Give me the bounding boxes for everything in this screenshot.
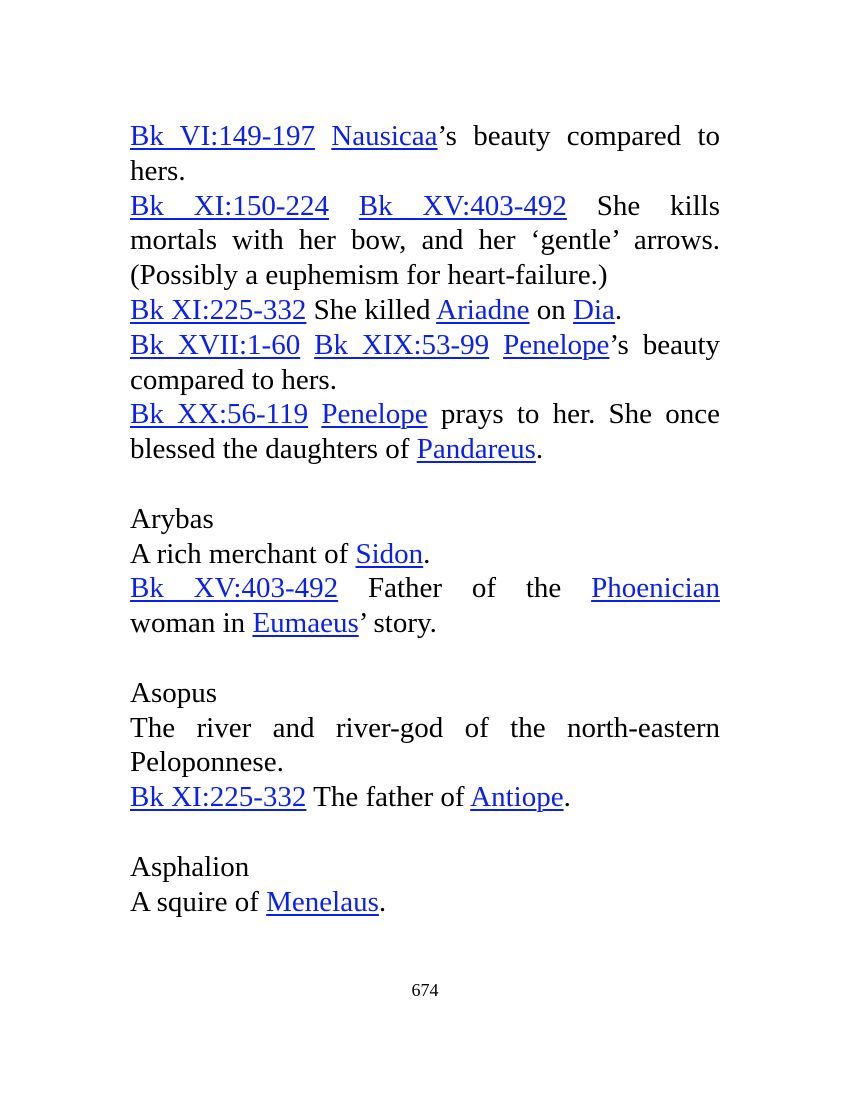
- asphalion-line-1: [130, 885, 720, 920]
- spacer: [130, 815, 720, 850]
- artemis-line-1: [130, 119, 720, 154]
- name-link-penelope[interactable]: Penelope: [321, 398, 428, 431]
- body-text: The father of: [313, 781, 465, 814]
- body-text: the: [525, 572, 562, 605]
- body-text: The river and river-god of the north-eastern: [130, 711, 720, 744]
- body-text: prays to her. She once: [440, 398, 721, 431]
- arybas-line-2: [130, 571, 720, 606]
- body-text: (Possibly a euphemism for heart-failure.): [130, 259, 608, 292]
- body-text: woman in: [130, 607, 246, 640]
- body-text: ’s beauty: [609, 328, 721, 361]
- artemis-line-4: [130, 223, 720, 258]
- body-text: A rich merchant of: [130, 537, 349, 570]
- ref-link[interactable]: Bk XI:225-332: [130, 293, 307, 326]
- artemis-line-6: [130, 293, 720, 328]
- ref-link[interactable]: Bk XI:150-224: [130, 189, 329, 222]
- body-text: ’ story.: [358, 607, 437, 640]
- body-text: She kills: [596, 189, 720, 222]
- body-text: Peloponnese.: [130, 746, 284, 779]
- name-link-ariadne[interactable]: Ariadne: [436, 293, 530, 326]
- artemis-line-9: [130, 397, 720, 432]
- spacer: [130, 467, 720, 502]
- arybas-line-1: [130, 537, 720, 572]
- body-text: blessed the daughters of: [130, 433, 410, 466]
- name-link-sidon[interactable]: Sidon: [355, 537, 424, 570]
- body-text: .: [535, 433, 544, 466]
- name-link-eumaeus[interactable]: Eumaeus: [252, 607, 359, 640]
- ref-link[interactable]: Bk VI:149-197: [130, 120, 315, 152]
- ref-link[interactable]: Bk XV:403-492: [358, 189, 567, 222]
- artemis-line-2: [130, 154, 720, 189]
- name-link-penelope[interactable]: Penelope: [503, 328, 610, 361]
- name-link-pandareus[interactable]: Pandareus: [416, 433, 536, 466]
- body-text: .: [378, 885, 387, 918]
- ref-link[interactable]: Bk XIX:53-99: [314, 328, 490, 361]
- asopus-line-2: [130, 745, 720, 780]
- body-text: ’s beauty compared to: [437, 120, 721, 152]
- name-link-menelaus[interactable]: Menelaus: [266, 885, 379, 918]
- entry-heading-asopus: Asopus: [130, 676, 218, 709]
- entry-heading-arybas: Arybas: [130, 502, 214, 535]
- artemis-line-5: [130, 258, 720, 293]
- artemis-line-8: [130, 363, 720, 398]
- spacer: [130, 641, 720, 676]
- body-text: Father: [367, 572, 443, 605]
- asopus-line-1: [130, 711, 720, 746]
- artemis-line-7: [130, 328, 720, 363]
- body-text: .: [423, 537, 431, 570]
- name-link-antiope[interactable]: Antiope: [470, 781, 564, 814]
- body-text: .: [614, 293, 623, 326]
- entry-heading-asphalion: Asphalion: [130, 850, 250, 883]
- body-text: .: [563, 781, 571, 814]
- name-link-nausicaa[interactable]: Nausicaa: [331, 120, 438, 152]
- document-body: [130, 119, 720, 919]
- body-text: A squire of: [130, 885, 259, 918]
- ref-link[interactable]: Bk XI:225-332: [130, 781, 307, 814]
- ref-link[interactable]: Bk XVII:1-60: [130, 328, 301, 361]
- name-link-phoenician[interactable]: Phoenician: [591, 572, 720, 605]
- body-text: She killed: [313, 293, 431, 326]
- body-text: hers.: [130, 154, 186, 187]
- body-text: mortals with her bow, and her ‘gentle’ arrows.: [130, 224, 720, 257]
- name-link-dia[interactable]: Dia: [573, 293, 615, 326]
- ref-link[interactable]: Bk XV:403-492: [130, 572, 339, 605]
- artemis-line-3: [130, 189, 720, 224]
- body-text: on: [536, 293, 566, 326]
- ref-link[interactable]: Bk XX:56-119: [130, 398, 309, 431]
- artemis-line-10: [130, 432, 720, 467]
- arybas-line-3: [130, 606, 720, 641]
- page-number: 674: [411, 980, 439, 1000]
- body-text: compared to hers.: [130, 363, 337, 396]
- asopus-line-3: [130, 780, 720, 815]
- body-text: of: [471, 572, 497, 605]
